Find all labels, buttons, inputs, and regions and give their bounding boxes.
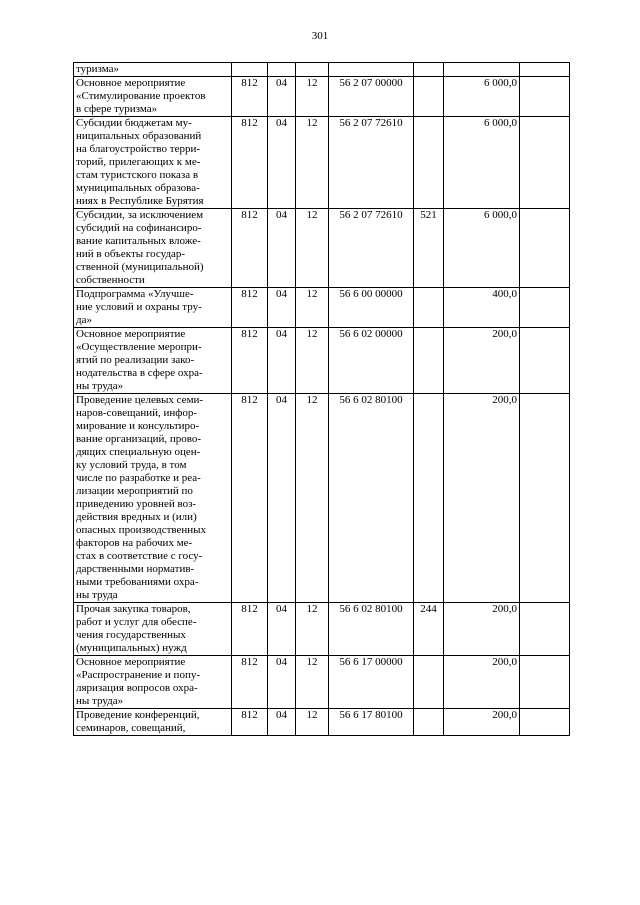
name-line: субсидий на софинансиро-: [76, 222, 202, 234]
cell-rz: 04: [268, 656, 296, 709]
table-row: [74, 209, 570, 288]
cell-grbs: 812: [232, 117, 268, 209]
name-line: дящих специальную оцен-: [76, 446, 201, 458]
cell-name: [74, 656, 232, 709]
table-row: [74, 656, 570, 709]
name-line: чения государственных: [76, 629, 186, 641]
name-line: ны труда»: [76, 695, 124, 707]
cell-vr: [414, 63, 444, 77]
name-line: на благоустройство терри-: [76, 143, 201, 155]
name-line: работ и услуг для обеспе-: [76, 616, 197, 628]
cell-csr: 56 6 02 80100: [329, 394, 414, 603]
name-line: Субсидии бюджетам му-: [76, 117, 192, 129]
cell-name: [74, 288, 232, 328]
name-line: Основное мероприятие: [76, 656, 186, 668]
cell-pr: 12: [296, 209, 329, 288]
cell-pr: 12: [296, 656, 329, 709]
cell-extra: [520, 209, 570, 288]
name-line: торий, прилегающих к ме-: [76, 156, 201, 168]
cell-extra: [520, 603, 570, 656]
cell-sum: 6 000,0: [444, 117, 520, 209]
table-body: [74, 63, 570, 736]
table-row: [74, 603, 570, 656]
cell-vr: 244: [414, 603, 444, 656]
name-line: Основное мероприятие: [76, 328, 186, 340]
cell-rz: 04: [268, 709, 296, 736]
cell-rz: 04: [268, 209, 296, 288]
name-line: ний в объекты государ-: [76, 248, 186, 260]
cell-sum: [444, 63, 520, 77]
table-row: [74, 328, 570, 394]
name-line: семинаров, совещаний,: [76, 722, 186, 734]
cell-csr: 56 2 07 72610: [329, 209, 414, 288]
cell-pr: 12: [296, 394, 329, 603]
name-line: (муниципальных) нужд: [76, 642, 187, 654]
table-row: [74, 394, 570, 603]
cell-grbs: 812: [232, 394, 268, 603]
cell-sum: 200,0: [444, 328, 520, 394]
name-line: стам туристского показа в: [76, 169, 199, 181]
cell-name: [74, 328, 232, 394]
cell-vr: 521: [414, 209, 444, 288]
name-line: наров-совещаний, инфор-: [76, 407, 198, 419]
name-line: собственности: [76, 274, 145, 286]
name-line: действия вредных и (или): [76, 511, 197, 523]
name-line: Субсидии, за исключением: [76, 209, 204, 221]
cell-csr: 56 2 07 72610: [329, 117, 414, 209]
name-line: ку условий труда, в том: [76, 459, 187, 471]
cell-vr: [414, 117, 444, 209]
cell-extra: [520, 709, 570, 736]
cell-vr: [414, 709, 444, 736]
name-line: мирование и консультиро-: [76, 420, 200, 432]
name-line: ниях в Республике Бурятия: [76, 195, 204, 207]
table-row: [74, 288, 570, 328]
name-line: туризма»: [76, 63, 120, 75]
cell-sum: 200,0: [444, 394, 520, 603]
cell-pr: 12: [296, 328, 329, 394]
name-line: дарственными норматив-: [76, 563, 195, 575]
cell-extra: [520, 328, 570, 394]
cell-extra: [520, 63, 570, 77]
name-line: ны труда»: [76, 380, 124, 392]
name-line: ными требованиями охра-: [76, 576, 199, 588]
name-line: Подпрограмма «Улучше-: [76, 288, 194, 300]
cell-csr: 56 6 02 00000: [329, 328, 414, 394]
table-row: [74, 117, 570, 209]
cell-extra: [520, 656, 570, 709]
cell-rz: 04: [268, 77, 296, 117]
name-line: в сфере туризма»: [76, 103, 158, 115]
cell-name: [74, 77, 232, 117]
cell-vr: [414, 288, 444, 328]
table-row: [74, 709, 570, 736]
cell-rz: 04: [268, 117, 296, 209]
cell-grbs: 812: [232, 209, 268, 288]
cell-vr: [414, 328, 444, 394]
cell-vr: [414, 656, 444, 709]
cell-name: [74, 209, 232, 288]
cell-sum: 400,0: [444, 288, 520, 328]
cell-pr: [296, 63, 329, 77]
name-line: ние условий и охраны тру-: [76, 301, 202, 313]
name-line: да»: [76, 314, 92, 326]
cell-grbs: 812: [232, 709, 268, 736]
cell-rz: 04: [268, 288, 296, 328]
cell-rz: [268, 63, 296, 77]
name-line: стах в соответствие с госу-: [76, 550, 203, 562]
name-line: вание капитальных вложе-: [76, 235, 201, 247]
name-line: ны труда: [76, 589, 118, 601]
cell-name: [74, 394, 232, 603]
cell-grbs: [232, 63, 268, 77]
name-line: ляризация вопросов охра-: [76, 682, 198, 694]
name-line: нодательства в сфере охра-: [76, 367, 203, 379]
cell-pr: 12: [296, 77, 329, 117]
name-line: лизации мероприятий по: [76, 485, 193, 497]
name-line: «Осуществление меропри-: [76, 341, 202, 353]
cell-rz: 04: [268, 328, 296, 394]
cell-sum: 6 000,0: [444, 77, 520, 117]
page-number: 301: [311, 30, 329, 42]
name-line: «Распространение и попу-: [76, 669, 200, 681]
cell-csr: 56 6 02 80100: [329, 603, 414, 656]
cell-pr: 12: [296, 709, 329, 736]
name-line: опасных производственных: [76, 524, 207, 536]
cell-name: [74, 117, 232, 209]
name-line: приведению уровней воз-: [76, 498, 197, 510]
budget-table: [73, 62, 570, 736]
cell-extra: [520, 394, 570, 603]
cell-vr: [414, 394, 444, 603]
cell-pr: 12: [296, 117, 329, 209]
name-line: факторов на рабочих ме-: [76, 537, 193, 549]
cell-csr: 56 6 00 00000: [329, 288, 414, 328]
cell-pr: 12: [296, 288, 329, 328]
cell-csr: 56 6 17 80100: [329, 709, 414, 736]
cell-grbs: 812: [232, 328, 268, 394]
cell-pr: 12: [296, 603, 329, 656]
cell-sum: 6 000,0: [444, 209, 520, 288]
cell-sum: 200,0: [444, 656, 520, 709]
cell-sum: 200,0: [444, 603, 520, 656]
cell-extra: [520, 288, 570, 328]
cell-grbs: 812: [232, 288, 268, 328]
cell-grbs: 812: [232, 656, 268, 709]
cell-grbs: 812: [232, 77, 268, 117]
cell-sum: 200,0: [444, 709, 520, 736]
cell-rz: 04: [268, 603, 296, 656]
name-line: Основное мероприятие: [76, 77, 186, 89]
cell-name: [74, 63, 232, 77]
name-line: числе по разработке и реа-: [76, 472, 201, 484]
cell-vr: [414, 77, 444, 117]
cell-extra: [520, 117, 570, 209]
cell-name: [74, 603, 232, 656]
cell-csr: [329, 63, 414, 77]
name-line: ятий по реализации зако-: [76, 354, 195, 366]
name-line: ниципальных образований: [76, 130, 202, 142]
cell-rz: 04: [268, 394, 296, 603]
cell-csr: 56 6 17 00000: [329, 656, 414, 709]
name-line: Прочая закупка товаров,: [76, 603, 191, 615]
name-line: ственной (муниципальной): [76, 261, 204, 273]
name-line: муниципальных образова-: [76, 182, 200, 194]
name-line: «Стимулирование проектов: [76, 90, 206, 102]
name-line: Проведение целевых семи-: [76, 394, 204, 406]
name-line: Проведение конференций,: [76, 709, 200, 721]
name-line: вание организаций, прово-: [76, 433, 202, 445]
table-row: [74, 63, 570, 77]
cell-extra: [520, 77, 570, 117]
cell-csr: 56 2 07 00000: [329, 77, 414, 117]
cell-name: [74, 709, 232, 736]
table-row: [74, 77, 570, 117]
cell-grbs: 812: [232, 603, 268, 656]
